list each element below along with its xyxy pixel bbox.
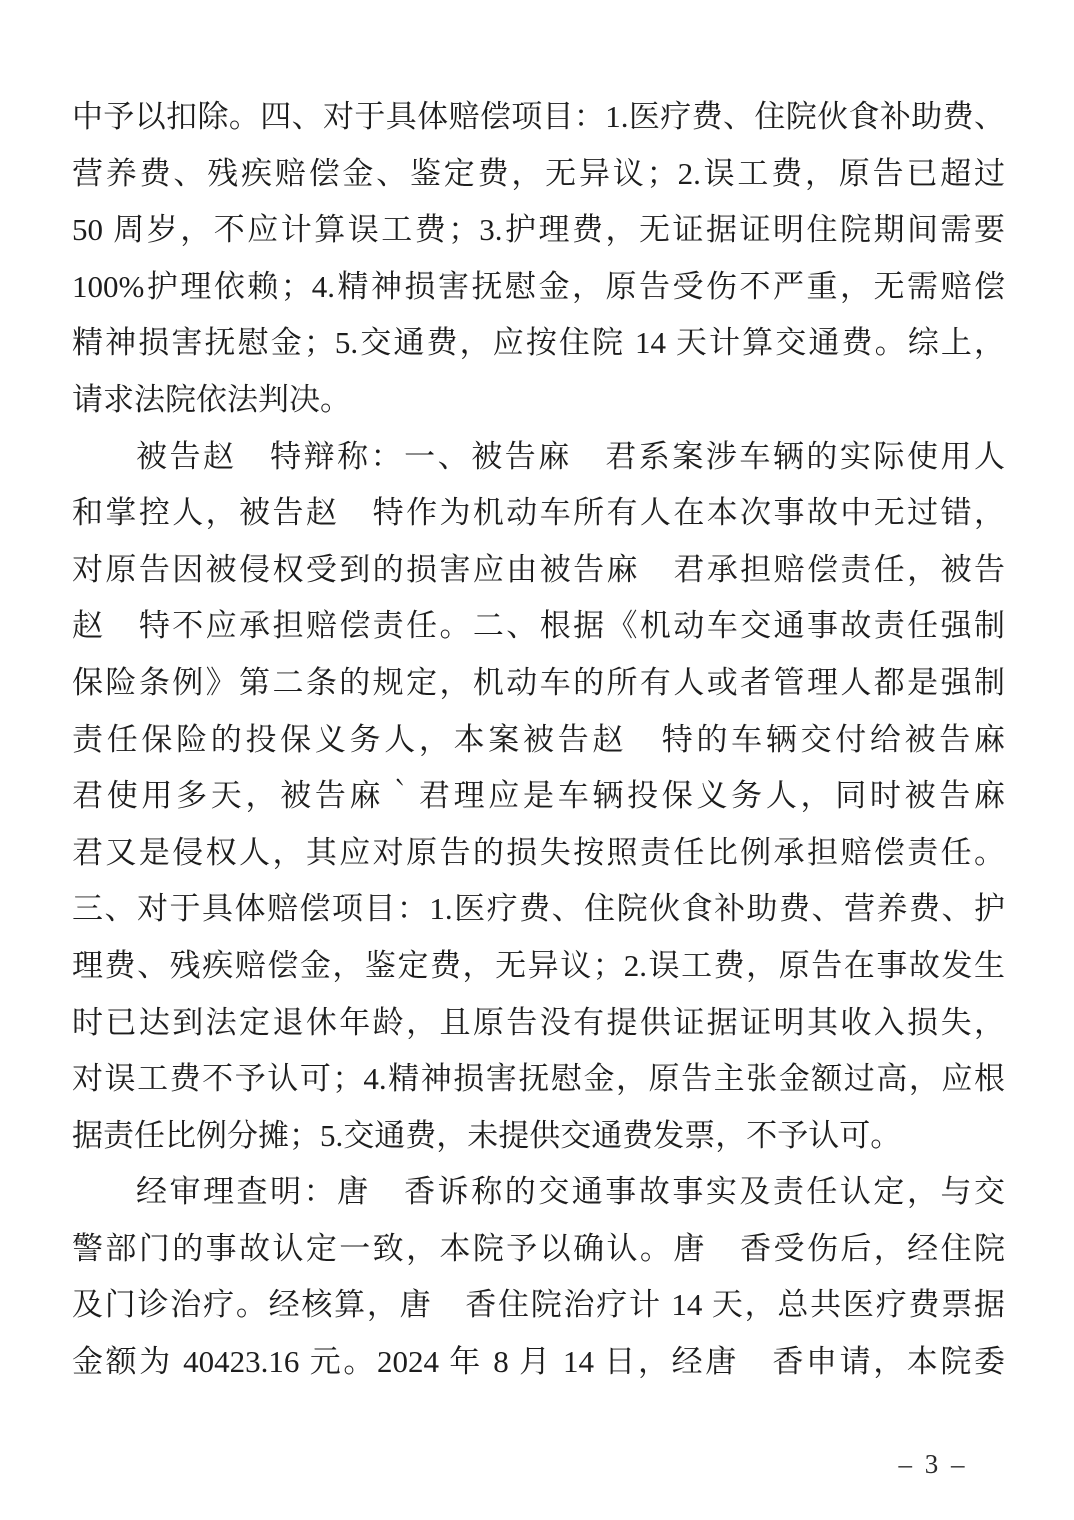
page-number: – 3 – <box>898 1449 968 1479</box>
text-line: 经审理查明：唐 香诉称的交通事故事实及责任认定，与交 <box>136 1174 1005 1210</box>
text-line: 据责任比例分摊；5.交通费，未提供交通费发票，不予认可。 <box>72 1117 902 1153</box>
text-line: 责任保险的投保义务人，本案被告赵 特的车辆交付给被告麻 <box>72 721 1005 757</box>
text-line: 君又是侵权人，其应对原告的损失按照责任比例承担赔偿责任。 <box>72 834 1005 870</box>
text-line: 营养费、残疾赔偿金、鉴定费，无异议；2.误工费，原告已超过 <box>72 155 1005 191</box>
text-line: 中予以扣除。四、对于具体赔偿项目：1.医疗费、住院伙食补助费、 <box>72 99 1005 134</box>
text-line: 君使用多天，被告麻｀君理应是车辆投保义务人，同时被告麻 <box>72 778 1005 814</box>
text-line: 时已达到法定退休年龄，且原告没有提供证据证明其收入损失， <box>72 1004 1005 1040</box>
text-line: 金额为 40423.16 元。2024 年 8 月 14 日，经唐 香申请，本院委 <box>72 1344 1005 1380</box>
document-body <box>72 89 1005 1391</box>
text-line: 三、对于具体赔偿项目：1.医疗费、住院伙食补助费、营养费、护 <box>72 891 1005 927</box>
text-line: 赵 特不应承担赔偿责任。二、根据《机动车交通事故责任强制 <box>72 608 1005 644</box>
text-line: 警部门的事故认定一致，本院予以确认。唐 香受伤后，经住院 <box>72 1230 1005 1266</box>
text-line: 理费、残疾赔偿金，鉴定费，无异议；2.误工费，原告在事故发生 <box>72 947 1005 983</box>
text-line: 及门诊治疗。经核算，唐 香住院治疗计 14 天，总共医疗费票据 <box>72 1287 1005 1323</box>
text-line: 和掌控人，被告赵 特作为机动车所有人在本次事故中无过错， <box>72 495 1005 531</box>
text-line: 精神损害抚慰金；5.交通费，应按住院 14 天计算交通费。综上， <box>72 325 1005 361</box>
text-line: 保险条例》第二条的规定，机动车的所有人或者管理人都是强制 <box>72 664 1005 700</box>
text-line: 对原告因被侵权受到的损害应由被告麻 君承担赔偿责任，被告 <box>72 551 1005 587</box>
text-line: 被告赵 特辩称：一、被告麻 君系案涉车辆的实际使用人 <box>136 438 1005 474</box>
text-line: 对误工费不予认可；4.精神损害抚慰金，原告主张金额过高，应根 <box>72 1061 1005 1097</box>
text-line: 100%护理依赖；4.精神损害抚慰金，原告受伤不严重，无需赔偿 <box>72 268 1005 304</box>
text-line: 50 周岁，不应计算误工费；3.护理费，无证据证明住院期间需要 <box>72 212 1005 248</box>
text-line: 请求法院依法判决。 <box>72 381 351 417</box>
